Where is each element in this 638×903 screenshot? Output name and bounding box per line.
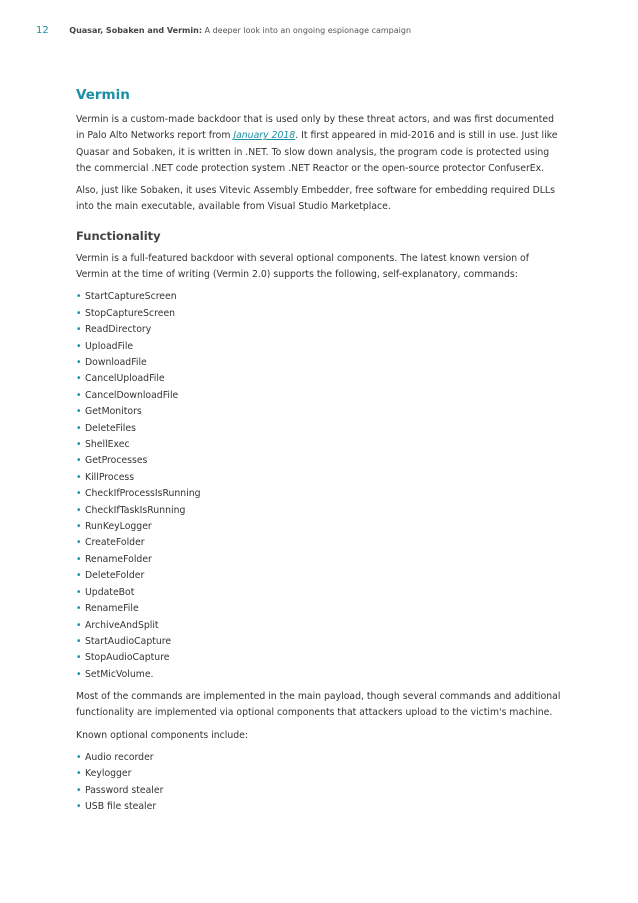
command-list-item: • SetMicVolume. <box>76 667 562 683</box>
command-list-item: • CheckIfTaskIsRunning <box>76 503 562 519</box>
running-subtitle: A deeper look into an ongoing espionage campaign <box>202 26 412 35</box>
command-list-item: • CancelDownloadFile <box>76 388 562 404</box>
components-intro: Known optional components include: <box>76 729 248 741</box>
components-list <box>76 750 562 816</box>
command-list-item: • RenameFile <box>76 601 562 617</box>
command-list-item: • RenameFolder <box>76 552 562 568</box>
component-list-item: • Password stealer <box>76 783 562 799</box>
command-list-item: • ShellExec <box>76 437 562 453</box>
command-list-item: • RunKeyLogger <box>76 519 562 535</box>
command-list-item: • UpdateBot <box>76 585 562 601</box>
command-list-item: • DeleteFiles <box>76 421 562 437</box>
paragraph-text: . It first appeared in mid-2016 and is still in use. Just like Quasar and Sobaken, it is written in .NET. To slow down analysis, the program code is protected using the commercial .NET code protection system .NET Reactor or the open-source protector ConfuserEx. <box>76 130 558 174</box>
running-header <box>36 25 411 36</box>
component-list-item: • Keylogger <box>76 766 562 782</box>
command-list-item: • ArchiveAndSplit <box>76 618 562 634</box>
command-list-item: • DeleteFolder <box>76 568 562 584</box>
functionality-intro: Vermin is a full-featured backdoor with several optional components. The latest known version of Vermin at the time of writing (Vermin 2.0) supports the following, self-explanatory, commands: <box>76 252 530 281</box>
commands-list <box>76 289 562 683</box>
command-list-item: • DownloadFile <box>76 355 562 371</box>
command-list-item: • KillProcess <box>76 470 562 486</box>
command-list-item: • GetProcesses <box>76 453 562 469</box>
paragraph-text: Vermin is a custom-made backdoor that is used only by these threat actors, and was first documented in Palo Alto Networks report from <box>76 114 554 142</box>
functionality-heading: Functionality <box>76 228 161 243</box>
command-list-item: • GetMonitors <box>76 404 562 420</box>
command-list-item: • CheckIfProcessIsRunning <box>76 486 562 502</box>
paragraph-implementation: Most of the commands are implemented in the main payload, though several commands and additional functionality are implemented via optional components that attackers upload to the victim's machine. <box>76 691 561 719</box>
command-list-item: • StartCaptureScreen <box>76 289 562 305</box>
palo-alto-report-link[interactable]: January 2018 <box>233 130 296 142</box>
page-number: 12 <box>36 25 49 36</box>
paragraph-intro <box>76 112 562 177</box>
component-list-item: • USB file stealer <box>76 799 562 815</box>
section-heading: Vermin <box>76 87 130 103</box>
running-title: Quasar, Sobaken and Vermin: <box>69 26 203 35</box>
command-list-item: • CreateFolder <box>76 535 562 551</box>
command-list-item: • UploadFile <box>76 339 562 355</box>
command-list-item: • StartAudioCapture <box>76 634 562 650</box>
paragraph-embedder: Also, just like Sobaken, it uses Vitevic Assembly Embedder, free software for embedding required DLLs into the main executable, available from Visual Studio Marketplace. <box>76 185 555 213</box>
command-list-item: • ReadDirectory <box>76 322 562 338</box>
main-content <box>76 86 562 822</box>
command-list-item: • CancelUploadFile <box>76 371 562 387</box>
command-list-item: • StopCaptureScreen <box>76 306 562 322</box>
component-list-item: • Audio recorder <box>76 750 562 766</box>
command-list-item: • StopAudioCapture <box>76 650 562 666</box>
